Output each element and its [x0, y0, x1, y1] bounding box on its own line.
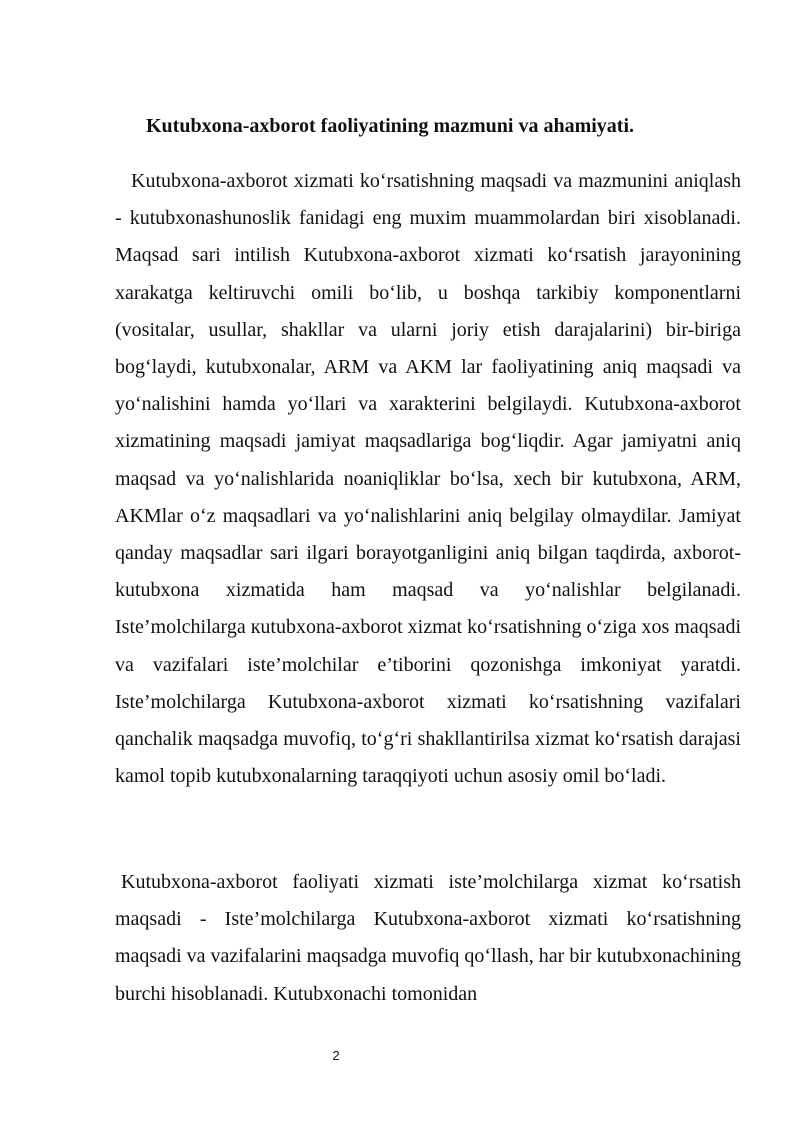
page-number: 2 [332, 1048, 340, 1063]
body-paragraph-1: Kutubxona-axborot xizmati ko‘rsatishning maqsadi va mazmunini aniqlash - kutubxonashunoslik fanidagi eng muxim muammolardan biri xisoblanadi. Maqsad sari intilish Kutubxona-axborot xizmati ko‘rsatish jarayonining xarakatga keltiruvchi omili bo‘lib, u boshqa tarkibiy komponentlarni (vositalar, usullar, shakllar va ularni joriy etish darajalarini) bir-biriga bog‘laydi, kutubxonalar, ARM va AKM lar faoliyatining aniq maqsadi va yo‘nalishini hamda yo‘llari va xarakterini belgilaydi. Kutubxona-axborot xizmatining maqsadi jamiyat maqsadlariga bog‘liqdir. Agar jamiyatni aniq maqsad va yo‘nalishlarida noaniqliklar bo‘lsa, xech bir kutubxona, ARM, AKMlar o‘z maqsadlari va yo‘nalishlarini aniq belgilay olmaydilar. Jamiyat qanday maqsadlar sari ilgari borayotganligini aniq bilgan taqdirda, axborot- kutubxona xizmatida ham maqsad va yo‘nalishlar belgilanadi. Iste’molchilarga кutubxona-axborot xizmat ko‘rsatishning o‘ziga xos maqsadi va vazifalari iste’molchilar e’tiborini qozonishga imkoniyat yaratdi. Iste’molchilarga Kutubxona-axborot xizmati ko‘rsatishning vazifalari qanchalik maqsadga muvofiq, to‘g‘ri shakllantirilsa xizmat ko‘rsatish darajasi kamol topib kutubxonalarning taraqqiyoti uchun asosiy omil bo‘ladi. [115, 170, 741, 788]
body-paragraph-2: Kutubxona-axborot faoliyati xizmati iste’molchilarga xizmat ko‘rsatish maqsadi - Iste’molchilarga Kutubxona-axborot xizmati ko‘rsatishning maqsadi va vazifalarini maqsadga muvofiq qo‘llash, har bir kutubxonachining burchi hisoblanadi. Kutubxonachi tomonidan [115, 871, 741, 1005]
document-title: Kutubxona-axborot faoliyatining mazmuni va ahamiyati. [146, 115, 635, 137]
